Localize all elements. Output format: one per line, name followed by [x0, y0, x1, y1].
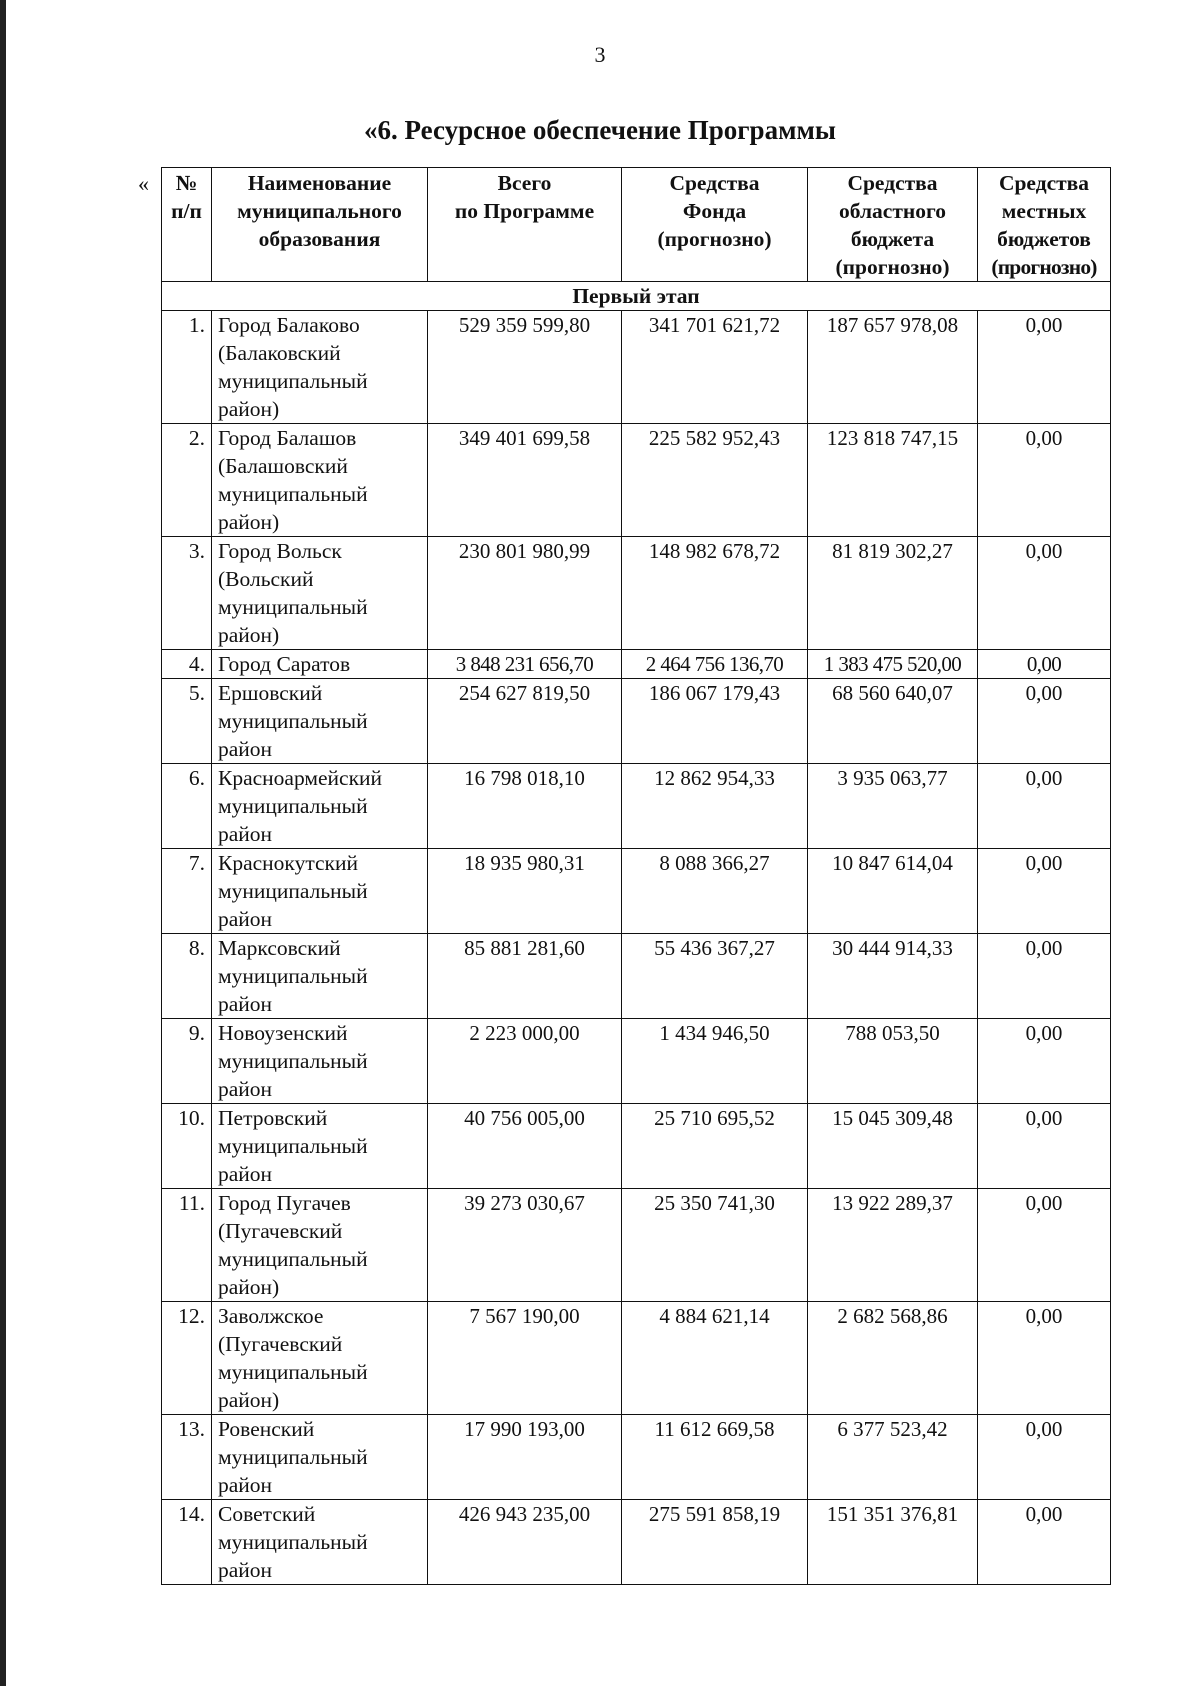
municipality-name-line: Город Балашов [218, 426, 357, 450]
regional-cell [808, 679, 978, 764]
local-cell-value: 0,00 [1026, 652, 1062, 676]
regional-cell [808, 1019, 978, 1104]
municipality-name-line: муниципальный [218, 794, 368, 818]
municipality-name-line: Советский [218, 1502, 316, 1526]
fund-cell [622, 424, 808, 537]
row-number: 12. [162, 1302, 212, 1415]
table-row [162, 1104, 1111, 1189]
regional-cell-value: 151 351 376,81 [826, 1502, 959, 1526]
local-cell-value: 0,00 [1025, 1021, 1063, 1045]
fund-cell-value: 12 862 954,33 [654, 766, 775, 790]
fund-cell-value: 2 464 756 136,70 [645, 652, 784, 676]
total-cell-value: 426 943 235,00 [458, 1502, 591, 1526]
municipality-name-line: Красноармейский [218, 766, 383, 790]
header-local: Средства местных бюджетов (прогнозно) [978, 168, 1111, 282]
municipality-name-line: Заволжское [218, 1304, 324, 1328]
regional-cell [808, 1500, 978, 1585]
local-cell [978, 424, 1111, 537]
table-row [162, 764, 1111, 849]
municipality-name-line: Петровский [218, 1106, 328, 1130]
regional-cell [808, 537, 978, 650]
table-row [162, 311, 1111, 424]
municipality-name-line: Город Вольск [218, 539, 342, 563]
fund-cell-value: 225 582 952,43 [648, 426, 781, 450]
total-cell-value: 230 801 980,99 [458, 539, 591, 563]
municipality-name-line: муниципальный [218, 1049, 368, 1073]
municipality-name-line: муниципальный [218, 1247, 368, 1271]
municipality-name-line: (Пугачевский [218, 1332, 343, 1356]
total-cell-value: 349 401 699,58 [458, 426, 591, 450]
total-cell-value: 16 798 018,10 [464, 766, 585, 790]
local-cell-value: 0,00 [1025, 681, 1063, 705]
local-cell-value: 0,00 [1025, 851, 1063, 875]
table-row [162, 1415, 1111, 1500]
resource-table [161, 167, 1111, 1585]
row-number: 1. [162, 311, 212, 424]
page-number: 3 [594, 42, 606, 67]
fund-cell [622, 849, 808, 934]
fund-cell-value: 25 710 695,52 [654, 1106, 775, 1130]
municipality-name-line: Марксовский [218, 936, 341, 960]
row-number: 5. [162, 679, 212, 764]
municipality-name [212, 1500, 428, 1585]
regional-cell [808, 650, 978, 679]
local-cell [978, 537, 1111, 650]
total-cell-value: 2 223 000,00 [469, 1021, 580, 1045]
table-row [162, 1189, 1111, 1302]
local-cell-value: 0,00 [1025, 936, 1063, 960]
fund-cell-value: 186 067 179,43 [648, 681, 781, 705]
total-cell-value: 18 935 980,31 [464, 851, 585, 875]
municipality-name-line: муниципальный [218, 482, 368, 506]
fund-cell-value: 1 434 946,50 [659, 1021, 770, 1045]
fund-cell [622, 1415, 808, 1500]
municipality-name-line: муниципальный [218, 709, 368, 733]
municipality-name-line: район [218, 1077, 273, 1101]
total-cell-value: 85 881 281,60 [464, 936, 585, 960]
local-cell [978, 311, 1111, 424]
local-cell-value: 0,00 [1025, 1417, 1063, 1441]
regional-cell-value: 6 377 523,42 [837, 1417, 948, 1441]
local-cell-value: 0,00 [1025, 313, 1063, 337]
fund-cell-value: 341 701 621,72 [648, 313, 781, 337]
total-cell [428, 764, 622, 849]
table-row [162, 849, 1111, 934]
total-cell [428, 849, 622, 934]
fund-cell-value: 55 436 367,27 [654, 936, 775, 960]
total-cell [428, 537, 622, 650]
municipality-name-line: район [218, 992, 273, 1016]
regional-cell-value: 13 922 289,37 [832, 1191, 953, 1215]
row-number: 10. [162, 1104, 212, 1189]
total-cell-value: 529 359 599,80 [458, 313, 591, 337]
municipality-name-line: муниципальный [218, 1360, 368, 1384]
local-cell [978, 1415, 1111, 1500]
municipality-name-line: Город Балаково [218, 313, 360, 337]
total-cell [428, 424, 622, 537]
table-row [162, 424, 1111, 537]
municipality-name [212, 311, 428, 424]
local-cell-value: 0,00 [1025, 426, 1063, 450]
stage-row [162, 282, 1111, 311]
local-cell-value: 0,00 [1025, 1191, 1063, 1215]
regional-cell [808, 1104, 978, 1189]
fund-cell [622, 1104, 808, 1189]
regional-cell [808, 764, 978, 849]
municipality-name-line: Город Пугачев [218, 1191, 351, 1215]
local-cell-value: 0,00 [1025, 766, 1063, 790]
municipality-name [212, 1104, 428, 1189]
regional-cell-value: 2 682 568,86 [837, 1304, 948, 1328]
fund-cell-value: 11 612 669,58 [654, 1417, 775, 1441]
table-row [162, 934, 1111, 1019]
regional-cell [808, 934, 978, 1019]
municipality-name-line: муниципальный [218, 1134, 368, 1158]
header-fund: Средства Фонда (прогнозно) [622, 168, 808, 282]
regional-cell-value: 10 847 614,04 [832, 851, 953, 875]
local-cell [978, 679, 1111, 764]
fund-cell-value: 275 591 858,19 [648, 1502, 781, 1526]
municipality-name-line: район) [218, 397, 280, 421]
total-cell [428, 934, 622, 1019]
header-number: № п/п [162, 168, 212, 282]
fund-cell [622, 1302, 808, 1415]
regional-cell-value: 788 053,50 [845, 1021, 940, 1045]
header-municipality: Наименование муниципального образования [212, 168, 428, 282]
regional-cell [808, 849, 978, 934]
fund-cell [622, 537, 808, 650]
total-cell [428, 1500, 622, 1585]
row-number: 13. [162, 1415, 212, 1500]
regional-cell [808, 1415, 978, 1500]
municipality-name-line: район [218, 1558, 273, 1582]
municipality-name-line: район) [218, 510, 280, 534]
municipality-name-line: Краснокутский [218, 851, 358, 875]
municipality-name-line: (Вольский [218, 567, 314, 591]
municipality-name-line: муниципальный [218, 964, 368, 988]
regional-cell [808, 311, 978, 424]
stage-label: Первый этап [162, 282, 1111, 311]
regional-cell [808, 1302, 978, 1415]
municipality-name-line: муниципальный [218, 369, 368, 393]
municipality-name [212, 1019, 428, 1104]
local-cell [978, 1019, 1111, 1104]
municipality-name-line: район [218, 907, 273, 931]
fund-cell [622, 650, 808, 679]
total-cell [428, 1019, 622, 1104]
table-row [162, 679, 1111, 764]
regional-cell-value: 1 383 475 520,00 [823, 652, 962, 676]
local-cell [978, 934, 1111, 1019]
local-cell [978, 650, 1111, 679]
open-quote-mark: « [138, 171, 149, 196]
regional-cell-value: 123 818 747,15 [826, 426, 959, 450]
total-cell [428, 1104, 622, 1189]
regional-cell-value: 187 657 978,08 [826, 313, 959, 337]
municipality-name-line: муниципальный [218, 879, 368, 903]
municipality-name-line: район [218, 1162, 273, 1186]
total-cell [428, 679, 622, 764]
local-cell [978, 1500, 1111, 1585]
municipality-name-line: (Пугачевский [218, 1219, 343, 1243]
table-row [162, 1019, 1111, 1104]
municipality-name-line: район) [218, 1275, 280, 1299]
total-cell-value: 254 627 819,50 [458, 681, 591, 705]
local-cell [978, 1104, 1111, 1189]
row-number: 2. [162, 424, 212, 537]
municipality-name [212, 679, 428, 764]
table-row [162, 650, 1111, 679]
fund-cell [622, 1189, 808, 1302]
total-cell-value: 39 273 030,67 [464, 1191, 585, 1215]
fund-cell-value: 4 884 621,14 [659, 1304, 770, 1328]
fund-cell-value: 25 350 741,30 [654, 1191, 775, 1215]
municipality-name-line: муниципальный [218, 595, 368, 619]
total-cell [428, 1415, 622, 1500]
municipality-name [212, 934, 428, 1019]
row-number: 7. [162, 849, 212, 934]
regional-cell-value: 68 560 640,07 [832, 681, 953, 705]
regional-cell-value: 30 444 914,33 [832, 936, 953, 960]
local-cell [978, 849, 1111, 934]
regional-cell [808, 1189, 978, 1302]
total-cell [428, 311, 622, 424]
table-row [162, 1302, 1111, 1415]
row-number: 6. [162, 764, 212, 849]
total-cell [428, 1302, 622, 1415]
municipality-name [212, 1189, 428, 1302]
municipality-name [212, 849, 428, 934]
fund-cell [622, 1500, 808, 1585]
municipality-name-line: (Балашовский [218, 454, 348, 478]
municipality-name [212, 424, 428, 537]
fund-cell [622, 311, 808, 424]
municipality-name-line: муниципальный [218, 1530, 368, 1554]
municipality-name-line: (Балаковский [218, 341, 341, 365]
municipality-name [212, 1302, 428, 1415]
local-cell-value: 0,00 [1025, 539, 1063, 563]
row-number: 9. [162, 1019, 212, 1104]
municipality-name [212, 650, 428, 679]
total-cell-value: 17 990 193,00 [464, 1417, 585, 1441]
local-cell [978, 764, 1111, 849]
page-title: «6. Ресурсное обеспечение Программы [364, 115, 836, 145]
fund-cell [622, 1019, 808, 1104]
municipality-name [212, 1415, 428, 1500]
scan-edge [0, 0, 6, 1686]
municipality-name-line: Ершовский [218, 681, 323, 705]
total-cell-value: 40 756 005,00 [464, 1106, 585, 1130]
fund-cell-value: 148 982 678,72 [648, 539, 781, 563]
local-cell-value: 0,00 [1025, 1502, 1063, 1526]
table-row [162, 537, 1111, 650]
local-cell [978, 1302, 1111, 1415]
row-number: 11. [162, 1189, 212, 1302]
municipality-name-line: район [218, 822, 273, 846]
total-cell [428, 650, 622, 679]
total-cell-value: 7 567 190,00 [469, 1304, 580, 1328]
table-row [162, 1500, 1111, 1585]
fund-cell-value: 8 088 366,27 [659, 851, 770, 875]
local-cell-value: 0,00 [1025, 1106, 1063, 1130]
row-number: 4. [162, 650, 212, 679]
regional-cell [808, 424, 978, 537]
regional-cell-value: 3 935 063,77 [837, 766, 948, 790]
municipality-name-line: район [218, 1473, 273, 1497]
row-number: 3. [162, 537, 212, 650]
fund-cell [622, 934, 808, 1019]
header-total: Всего по Программе [428, 168, 622, 282]
fund-cell [622, 764, 808, 849]
header-row [162, 168, 1111, 282]
row-number: 8. [162, 934, 212, 1019]
total-cell-value: 3 848 231 656,70 [455, 652, 594, 676]
municipality-name-line: Новоузенский [218, 1021, 348, 1045]
municipality-name-line: Ровенский [218, 1417, 315, 1441]
municipality-name-line: район) [218, 623, 280, 647]
fund-cell [622, 679, 808, 764]
local-cell [978, 1189, 1111, 1302]
local-cell-value: 0,00 [1025, 1304, 1063, 1328]
municipality-name-line: муниципальный [218, 1445, 368, 1469]
municipality-name [212, 764, 428, 849]
total-cell [428, 1189, 622, 1302]
header-regional: Средства областного бюджета (прогнозно) [808, 168, 978, 282]
municipality-name-line: район [218, 737, 273, 761]
municipality-name-line: район) [218, 1388, 280, 1412]
regional-cell-value: 81 819 302,27 [832, 539, 953, 563]
regional-cell-value: 15 045 309,48 [832, 1106, 953, 1130]
row-number: 14. [162, 1500, 212, 1585]
municipality-name [212, 537, 428, 650]
municipality-name-line: Город Саратов [218, 652, 351, 676]
